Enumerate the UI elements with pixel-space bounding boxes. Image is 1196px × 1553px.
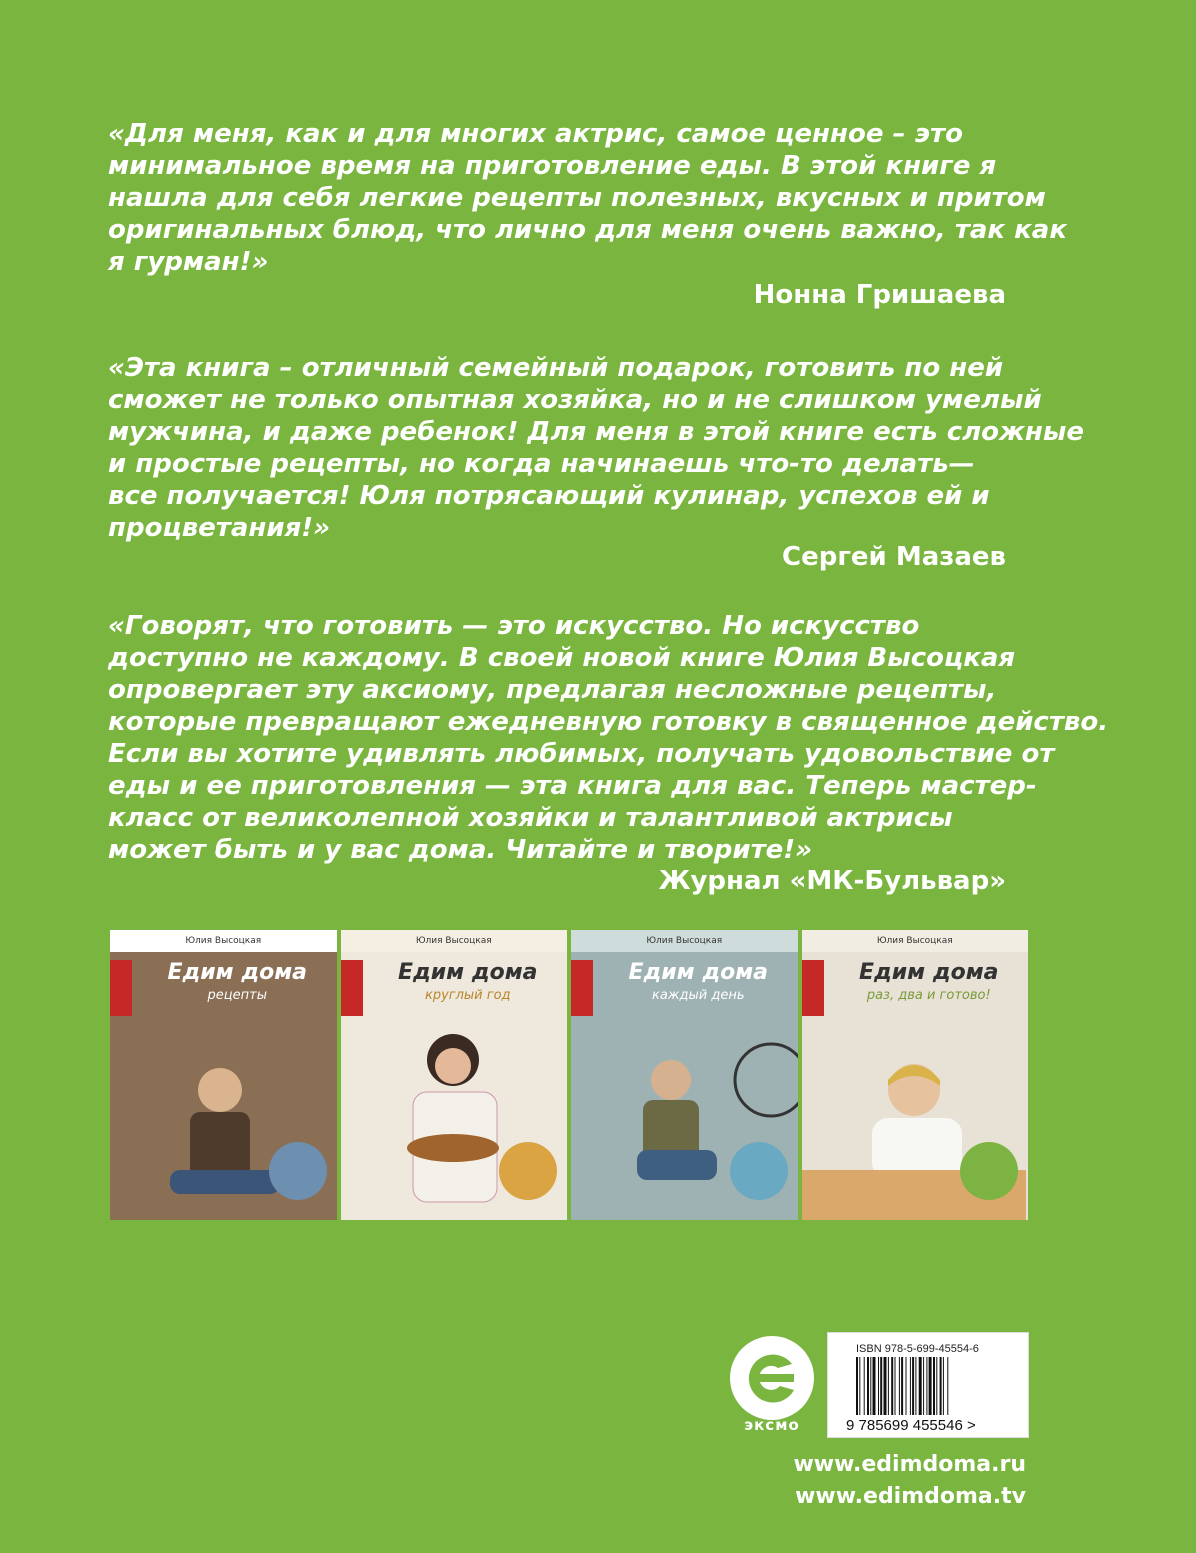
quote-line: процветания!» [108,513,331,543]
cover-badge [269,1142,327,1200]
quote-line: минимальное время на приготовление еды. В этой книге я [108,151,997,181]
quote-line: «Говорят, что готовить — это искусство. Но искусство [108,611,920,641]
quote-2 [108,352,1085,544]
barcode-bar [867,1357,869,1415]
publisher-mark [802,960,824,1016]
book-title: Едим дома [167,960,308,985]
book-cover [341,930,568,1220]
barcode-bar [926,1357,927,1415]
barcode-bar [901,1357,903,1415]
quote-line: доступно не каждому. В своей новой книге Юлия Высоцкая [108,643,1016,673]
cover-badge [499,1142,557,1200]
barcode-bar [943,1357,944,1415]
book-cover [802,930,1029,1220]
book-subtitle: круглый год [424,988,511,1003]
quote-author-2: Сергей Мазаев [782,542,1006,572]
barcode [827,1332,1029,1438]
book-author: Юлия Высоцкая [110,930,337,952]
quote-author-1: Нонна Гришаева [753,280,1006,310]
barcode-bar [873,1357,876,1415]
quote-line: нашла для себя легкие рецепты полезных, вкусных и притом [108,183,1046,213]
barcode-bar [915,1357,916,1415]
barcode-bar [923,1357,924,1415]
cover-badge [730,1142,788,1200]
barcode-bar [864,1357,865,1415]
barcode-bar [856,1357,858,1415]
book-series-covers [110,930,1028,1220]
quote-line: «Для меня, как и для многих актрис, самое ценное – это [108,119,963,149]
quote-line: мужчина, и даже ребенок! Для меня в этой книге есть сложные [108,417,1085,447]
barcode-bar [899,1357,900,1415]
book-author: Юлия Высоцкая [341,930,568,952]
quote-line: опровергает эту аксиому, предлагая несложные рецепты, [108,675,997,705]
barcode-bar [880,1357,882,1415]
quote-1 [108,118,1067,278]
book-title: Едим дома [858,960,999,985]
book-cover [571,930,798,1220]
book-author: Юлия Высоцкая [571,930,798,952]
website-url[interactable]: www.edimdoma.ru [793,1452,1026,1477]
quote-line: которые превращают ежедневную готовку в священное действо. [108,707,1109,737]
isbn-text: ISBN 978-5-699-45554-6 [856,1343,979,1355]
barcode-bar [870,1357,871,1415]
quote-line: сможет не только опытная хозяйка, но и не слишком умелый [108,385,1042,415]
quote-line: еды и ее приготовления — эта книга для вас. Теперь мастер- [108,771,1037,801]
publisher-mark [341,960,363,1016]
book-cover [110,930,337,1220]
eksmo-logo-icon [724,1330,820,1426]
publisher-mark [571,960,593,1016]
barcode-bar [936,1357,937,1415]
quote-3 [108,610,1109,866]
barcode-bar [940,1357,942,1415]
quote-line: «Эта книга – отличный семейный подарок, готовить по ней [108,353,1004,383]
quote-line: класс от великолепной хозяйки и талантливой актрисы [108,803,953,833]
barcode-bar [891,1357,893,1415]
book-subtitle: раз, два и готово! [866,988,991,1003]
book-title: Едим дома [628,960,769,985]
barcode-bar [878,1357,879,1415]
quote-line: все получается! Юля потрясающий кулинар, успехов ей и [108,481,990,511]
barcode-bar [859,1357,860,1415]
barcode-bar [884,1357,887,1415]
barcode-bars-icon [856,1357,1008,1415]
barcode-bar [895,1357,896,1415]
quote-line: Если вы хотите удивлять любимых, получать удовольствие от [108,739,1055,769]
publisher-name: эксмо [744,1416,800,1434]
quote-author-3: Журнал «МК-Бульвар» [658,866,1006,896]
barcode-bar [906,1357,907,1415]
barcode-bar [910,1357,911,1415]
quote-line: оригинальных блюд, что лично для меня очень важно, так как [108,215,1067,245]
barcode-bar [912,1357,914,1415]
barcode-number: 9 785699 455546 > [846,1417,976,1434]
quote-line: я гурман!» [108,247,269,277]
barcode-bar [947,1357,948,1415]
cover-badge [960,1142,1018,1200]
quote-line: и простые рецепты, но когда начинаешь что-то делать— [108,449,975,479]
book-title: Едим дома [397,960,538,985]
barcode-bar [933,1357,935,1415]
book-subtitle: каждый день [651,988,745,1003]
quote-line: может быть и у вас дома. Читайте и творите!» [108,835,813,865]
barcode-bar [929,1357,932,1415]
book-author: Юлия Высоцкая [802,930,1029,952]
publisher-mark [110,960,132,1016]
website-url[interactable]: www.edimdoma.tv [795,1484,1026,1509]
barcode-bar [888,1357,889,1415]
barcode-bar [919,1357,922,1415]
book-subtitle: рецепты [207,988,267,1003]
